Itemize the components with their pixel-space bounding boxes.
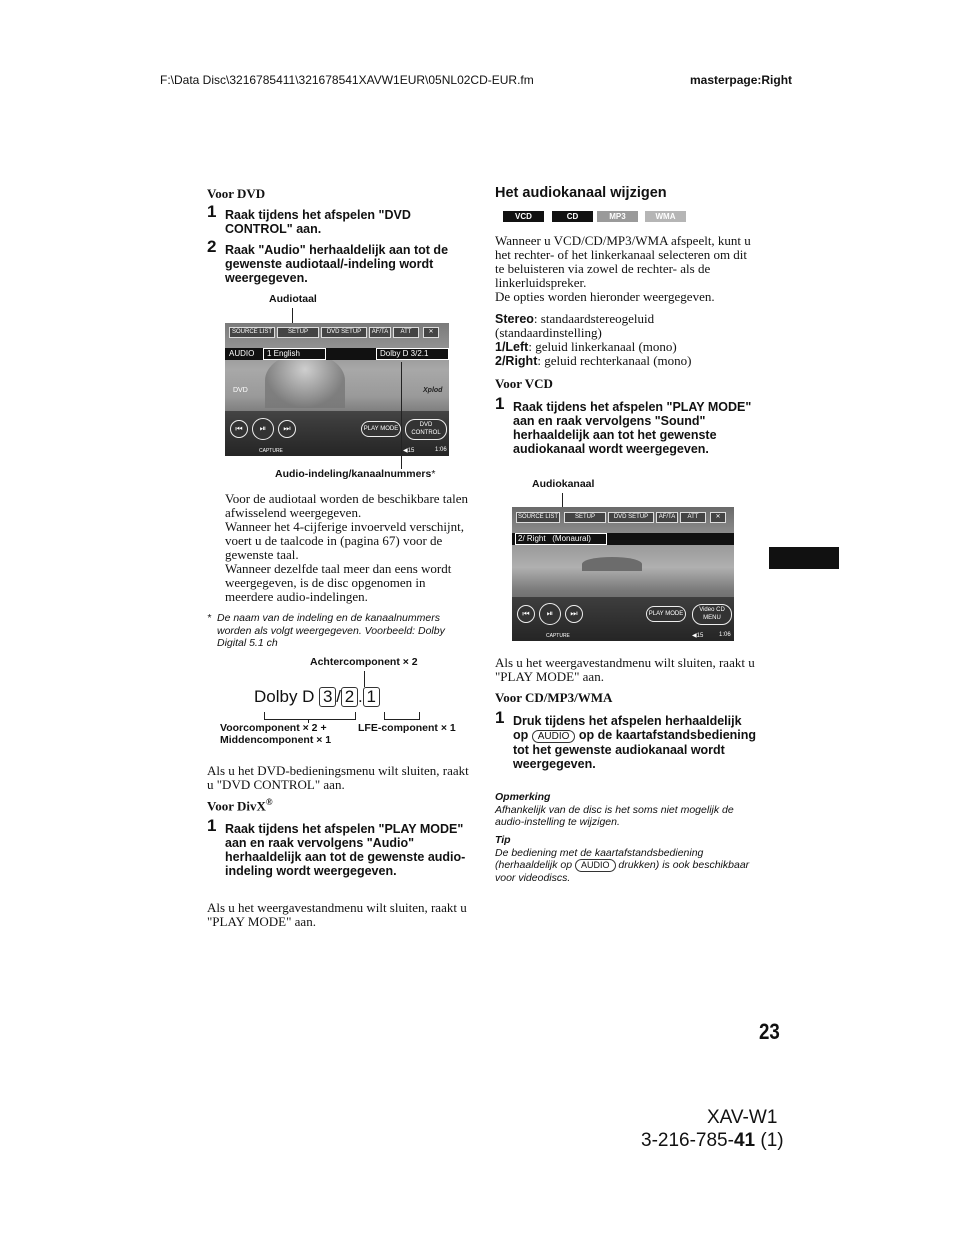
label-text: Audio-indeling/kanaalnummers bbox=[275, 468, 432, 480]
note-multiple-formats: Wanneer dezelfde taal meer dan eens wordt weergegeven, is de disc opgenomen in meerdere audio-indelingen. bbox=[225, 561, 452, 604]
page-number: 23 bbox=[759, 1019, 780, 1044]
bracket-front bbox=[264, 712, 356, 720]
lfe-digit: 1 bbox=[363, 687, 380, 707]
lfe-component-label: LFE-component × 1 bbox=[358, 722, 456, 734]
note-languages: Voor de audiotaal worden de beschikbare talen afwisselend weergegeven. bbox=[225, 491, 469, 520]
badge-wma: WMA bbox=[645, 211, 686, 222]
file-path: F:\Data Disc\3216785411\321678541XAVW1EUR\05NL02CD-EUR.fm bbox=[160, 73, 534, 87]
step-text: Raak tijdens het afspelen "PLAY MODE" aan en raak vervolgens "Audio" herhaaldelijk aan tot de gewenste audio-indeling wordt weergegeven. bbox=[225, 822, 466, 878]
source-list-button[interactable]: SOURCE LIST bbox=[229, 327, 275, 338]
document-code bbox=[641, 1130, 784, 1152]
badge-vcd: VCD bbox=[503, 211, 544, 222]
volume-readout: ◀15 bbox=[403, 448, 415, 454]
step-number: 1 bbox=[207, 202, 217, 221]
dolby-format-example bbox=[254, 686, 380, 708]
time-readout: 1:06 bbox=[719, 632, 731, 638]
asterisk: * bbox=[431, 468, 436, 480]
play-pause-icon[interactable]: ⏯ bbox=[539, 603, 561, 625]
section-title: Het audiokanaal wijzigen bbox=[495, 185, 667, 201]
xplod-logo: Xplod bbox=[423, 387, 443, 394]
tip-title: Tip bbox=[495, 834, 511, 846]
afta-button[interactable]: AF/TA bbox=[656, 512, 678, 523]
intro-text bbox=[495, 234, 757, 304]
audiotaal-label: Audiotaal bbox=[269, 293, 317, 305]
code-suffix: (1) bbox=[755, 1130, 784, 1151]
vcd-step-1 bbox=[495, 394, 757, 456]
step-text-post: op de kaartafstandsbediening tot het gewenste audiokanaal wordt weergegeven. bbox=[513, 728, 757, 771]
front-component-label bbox=[220, 722, 331, 746]
setup-button[interactable]: SETUP bbox=[277, 327, 319, 338]
capture-button[interactable]: CAPTURE bbox=[546, 633, 570, 639]
dvd-step-2 bbox=[207, 237, 469, 285]
badge-cd: CD bbox=[552, 211, 593, 222]
callout-line bbox=[401, 362, 402, 469]
bracket-lfe bbox=[384, 712, 420, 720]
close-icon[interactable]: ✕ bbox=[423, 327, 439, 338]
tip-text-pre: De bediening met de kaartafstandsbediening (herhaaldelijk op bbox=[495, 846, 704, 871]
audio-button-icon: AUDIO bbox=[575, 859, 616, 872]
audiokanaal-label: Audiokanaal bbox=[532, 478, 595, 490]
close-icon[interactable]: ✕ bbox=[710, 512, 726, 523]
step-number: 1 bbox=[495, 394, 505, 413]
step-number: 1 bbox=[495, 708, 505, 727]
label-line: Voorcomponent × 2 + bbox=[220, 722, 327, 734]
next-track-icon[interactable]: ⏭ bbox=[565, 605, 583, 623]
close-dvd-menu-text: Als u het DVD-bedieningsmenu wilt sluiten, raakt u "DVD CONTROL" aan. bbox=[207, 763, 469, 792]
play-mode-button[interactable]: PLAY MODE bbox=[646, 606, 686, 622]
note-title: Opmerking bbox=[495, 791, 551, 803]
registered-mark: ® bbox=[265, 797, 273, 807]
capture-button[interactable]: CAPTURE bbox=[259, 448, 283, 454]
tip-block bbox=[495, 834, 757, 885]
footnote-text: De naam van de indeling en de kanaalnummers worden als volgt weergegeven. Voorbeeld: Dolby Digital 5.1 ch bbox=[217, 612, 445, 649]
option-key: Stereo bbox=[495, 312, 534, 326]
vcd-screen bbox=[512, 507, 734, 641]
note-block bbox=[495, 791, 757, 829]
footnote bbox=[207, 612, 462, 650]
step-number: 2 bbox=[207, 237, 217, 256]
callout-line bbox=[364, 671, 365, 687]
slash: / bbox=[336, 687, 341, 706]
dot: . bbox=[357, 687, 363, 706]
rear-digit: 2 bbox=[341, 687, 358, 707]
audio-format-field[interactable]: Dolby D 3/2.1 bbox=[376, 348, 449, 360]
step-text: Raak tijdens het afspelen "PLAY MODE" aan en raak vervolgens "Sound" herhaaldelijk aan tot het gewenste audiokanaal wordt weergegeven. bbox=[513, 400, 752, 456]
close-play-mode-text: Als u het weergavestandmenu wilt sluiten, raakt u "PLAY MODE" aan. bbox=[495, 655, 755, 684]
tip-text bbox=[495, 847, 757, 885]
audio-button-icon: AUDIO bbox=[532, 730, 576, 743]
option-desc: : geluid rechterkanaal (mono) bbox=[537, 353, 692, 368]
label-line: Middencomponent × 1 bbox=[220, 734, 332, 746]
dvd-setup-button[interactable]: DVD SETUP bbox=[321, 327, 367, 338]
divx-heading bbox=[207, 797, 273, 814]
code-prefix: 3-216-785- bbox=[641, 1130, 734, 1151]
badge-mp3: MP3 bbox=[597, 211, 638, 222]
option-desc: : standaardstereogeluid (standaardinstelling) bbox=[495, 311, 655, 340]
dvd-control-button[interactable]: DVD CONTROL bbox=[405, 419, 447, 440]
code-bold: 41 bbox=[733, 1130, 756, 1151]
front-digit: 3 bbox=[319, 687, 336, 707]
option-stereo bbox=[495, 312, 757, 340]
notes-block bbox=[225, 492, 475, 604]
tip-text-post: drukken) is ook beschikbaar voor videodiscs. bbox=[495, 859, 750, 884]
masterpage-label: masterpage:Right bbox=[690, 73, 793, 87]
step-text bbox=[513, 714, 757, 771]
att-button[interactable]: ATT bbox=[680, 512, 706, 523]
note-text: Afhankelijk van de disc is het soms niet mogelijk de audio-instelling te wijzigen. bbox=[495, 803, 734, 828]
vcd-heading: Voor VCD bbox=[495, 376, 553, 391]
rear-component-label: Achtercomponent × 2 bbox=[310, 656, 418, 668]
channel-field[interactable]: 2/ Right (Monaural) bbox=[515, 533, 607, 545]
audio-format-label bbox=[275, 468, 435, 480]
play-mode-button[interactable]: PLAY MODE bbox=[361, 421, 401, 437]
dvd-heading: Voor DVD bbox=[207, 186, 266, 201]
cd-heading: Voor CD/MP3/WMA bbox=[495, 690, 613, 705]
cd-step-1 bbox=[495, 708, 757, 771]
setup-button[interactable]: SETUP bbox=[564, 512, 606, 523]
play-pause-icon[interactable]: ⏯ bbox=[252, 418, 274, 440]
previous-track-icon[interactable]: ⏮ bbox=[517, 605, 535, 623]
dvd-setup-button[interactable]: DVD SETUP bbox=[608, 512, 654, 523]
heading-text: Voor DivX bbox=[207, 798, 266, 814]
divx-step-1 bbox=[207, 816, 469, 878]
option-key: 2/Right bbox=[495, 354, 538, 368]
audio-language-field[interactable]: 1 English bbox=[263, 348, 326, 360]
intro-paragraph: Wanneer u VCD/CD/MP3/WMA afspeelt, kunt u het rechter- of het linkerkanaal selecteren om dit te beluisteren via zowel de rechter- als de linkerluidspreker. bbox=[495, 233, 751, 290]
island-image bbox=[582, 557, 642, 571]
note-language-code: Wanneer het 4-cijferige invoerveld verschijnt, voert u de taalcode in (pagina 67) voor de gewenste taal. bbox=[225, 519, 464, 562]
audio-label: AUDIO bbox=[229, 349, 255, 358]
step-text-pre: Druk tijdens het afspelen herhaaldelijk op bbox=[513, 714, 742, 742]
channel-options bbox=[495, 312, 757, 368]
source-label: DVD bbox=[233, 387, 248, 394]
video-cd-menu-button[interactable]: Video CD MENU bbox=[692, 604, 732, 625]
option-desc: : geluid linkerkanaal (mono) bbox=[528, 339, 677, 354]
option-right bbox=[495, 354, 757, 368]
step-text: Raak tijdens het afspelen "DVD CONTROL" aan. bbox=[225, 208, 411, 236]
format-name: Dolby D bbox=[254, 687, 315, 706]
step-number: 1 bbox=[207, 816, 217, 835]
section-tab-marker bbox=[769, 547, 839, 569]
afta-button[interactable]: AF/TA bbox=[369, 327, 391, 338]
option-left bbox=[495, 340, 757, 354]
footnote-mark: * bbox=[207, 612, 212, 624]
close-play-mode-text: Als u het weergavestandmenu wilt sluiten, raakt u "PLAY MODE" aan. bbox=[207, 900, 467, 929]
source-list-button[interactable]: SOURCE LIST bbox=[516, 512, 560, 523]
option-key: 1/Left bbox=[495, 340, 529, 354]
dvd-screen bbox=[225, 323, 449, 456]
dvd-step-1 bbox=[207, 202, 467, 236]
time-readout: 1:06 bbox=[435, 447, 447, 453]
volume-readout: ◀15 bbox=[692, 633, 704, 639]
intro-paragraph: De opties worden hieronder weergegeven. bbox=[495, 289, 715, 304]
step-text: Raak "Audio" herhaaldelijk aan tot de gewenste audiotaal/-indeling wordt weergegeven. bbox=[225, 243, 449, 285]
palm-tree-image bbox=[265, 353, 345, 408]
next-track-icon[interactable]: ⏭ bbox=[278, 420, 296, 438]
att-button[interactable]: ATT bbox=[393, 327, 419, 338]
previous-track-icon[interactable]: ⏮ bbox=[230, 420, 248, 438]
model-name: XAV-W1 bbox=[707, 1107, 778, 1128]
